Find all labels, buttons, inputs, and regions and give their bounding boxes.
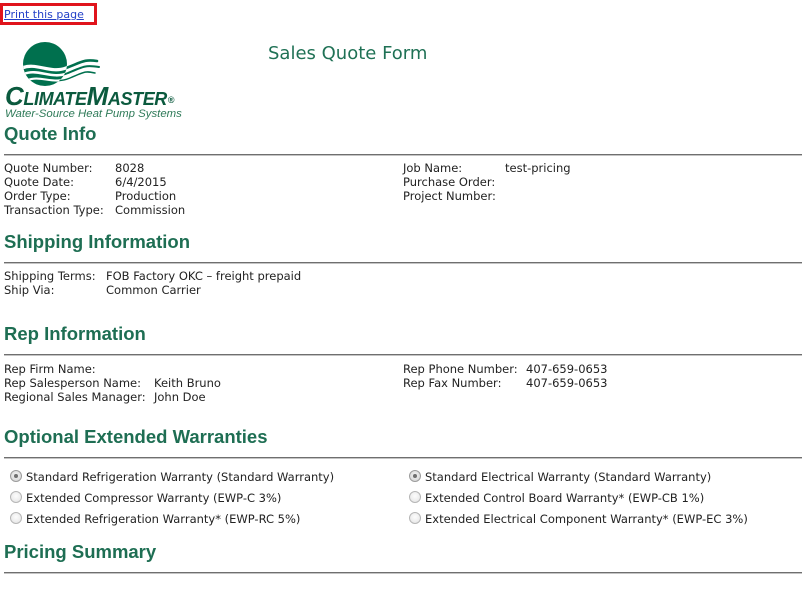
print-page-link[interactable]: Print this page	[4, 8, 84, 21]
rep-phone-number-field	[403, 362, 607, 376]
quote-date-field	[4, 175, 185, 189]
registered-mark: ®	[167, 95, 175, 105]
section-divider	[4, 262, 802, 264]
field-value: 8028	[115, 161, 145, 175]
field-label: Transaction Type:	[4, 203, 104, 217]
section-divider	[4, 572, 802, 574]
quote-info-heading: Quote Info	[4, 123, 97, 144]
field-label: Job Name:	[403, 161, 463, 175]
field-value: Keith Bruno	[154, 376, 221, 390]
field-label: Order Type:	[4, 189, 71, 203]
pricing-summary-heading: Pricing Summary	[4, 541, 157, 562]
radio-button[interactable]	[409, 470, 421, 482]
warranty-extended-refrigeration[interactable]	[10, 512, 300, 526]
radio-label: Extended Refrigeration Warranty* (EWP-RC 5%)	[26, 512, 301, 526]
quote-number-field	[4, 161, 185, 175]
section-divider	[4, 154, 802, 156]
radio-button[interactable]	[10, 470, 22, 482]
field-value: Production	[115, 189, 177, 203]
radio-button[interactable]	[10, 512, 22, 524]
quote-info-right-column	[403, 161, 571, 203]
field-value: 6/4/2015	[115, 175, 167, 189]
section-divider	[4, 457, 802, 459]
rep-info-right-column	[403, 362, 607, 390]
field-label: Rep Firm Name:	[4, 362, 96, 376]
project-number-field	[403, 189, 571, 203]
optional-extended-warranties-heading: Optional Extended Warranties	[4, 426, 268, 447]
transaction-type-field	[4, 203, 185, 217]
job-name-field	[403, 161, 571, 175]
field-value: Commission	[115, 203, 186, 217]
rep-firm-name-field	[4, 362, 221, 376]
radio-button[interactable]	[409, 512, 421, 524]
field-label: Regional Sales Manager:	[4, 390, 146, 404]
radio-label: Extended Control Board Warranty* (EWP-CB 1%)	[425, 491, 705, 505]
field-label: Shipping Terms:	[4, 269, 96, 283]
field-label: Quote Number:	[4, 161, 93, 175]
shipping-fields	[4, 269, 301, 297]
warranty-standard-refrigeration[interactable]	[10, 470, 334, 484]
radio-label: Extended Compressor Warranty (EWP-C 3%)	[26, 491, 282, 505]
field-value: John Doe	[154, 390, 206, 404]
warranty-extended-compressor[interactable]	[10, 491, 281, 505]
warranty-extended-control-board[interactable]	[409, 491, 704, 505]
radio-label: Standard Refrigeration Warranty (Standard Warranty)	[26, 470, 335, 484]
page-title: Sales Quote Form	[268, 43, 428, 64]
warranty-extended-electrical-component[interactable]	[409, 512, 748, 526]
field-value: Common Carrier	[106, 283, 201, 297]
radio-button[interactable]	[10, 491, 22, 503]
field-label: Project Number:	[403, 189, 496, 203]
radio-button[interactable]	[409, 491, 421, 503]
field-value: test-pricing	[505, 161, 571, 175]
logo-brand-text: ClimateMaster	[5, 81, 167, 111]
field-label: Rep Fax Number:	[403, 376, 502, 390]
regional-sales-manager-field	[4, 390, 221, 404]
field-value: 407-659-0653	[526, 376, 608, 390]
field-label: Rep Salesperson Name:	[4, 376, 141, 390]
rep-salesperson-name-field	[4, 376, 221, 390]
shipping-terms-field	[4, 269, 301, 283]
order-type-field	[4, 189, 185, 203]
field-value: 407-659-0653	[526, 362, 608, 376]
field-label: Rep Phone Number:	[403, 362, 518, 376]
quote-info-left-column	[4, 161, 185, 217]
warranty-standard-electrical[interactable]	[409, 470, 711, 484]
rep-info-left-column	[4, 362, 221, 404]
section-divider	[4, 354, 802, 356]
ship-via-field	[4, 283, 301, 297]
rep-information-heading: Rep Information	[4, 323, 146, 344]
field-label: Ship Via:	[4, 283, 55, 297]
field-label: Quote Date:	[4, 175, 74, 189]
shipping-information-heading: Shipping Information	[4, 231, 191, 252]
logo-tagline: Water-Source Heat Pump Systems	[5, 108, 182, 120]
field-value: FOB Factory OKC – freight prepaid	[106, 269, 302, 283]
purchase-order-field	[403, 175, 571, 189]
rep-fax-number-field	[403, 376, 607, 390]
radio-label: Standard Electrical Warranty (Standard Warranty)	[425, 470, 712, 484]
radio-label: Extended Electrical Component Warranty* (EWP-EC 3%)	[425, 512, 748, 526]
field-label: Purchase Order:	[403, 175, 496, 189]
